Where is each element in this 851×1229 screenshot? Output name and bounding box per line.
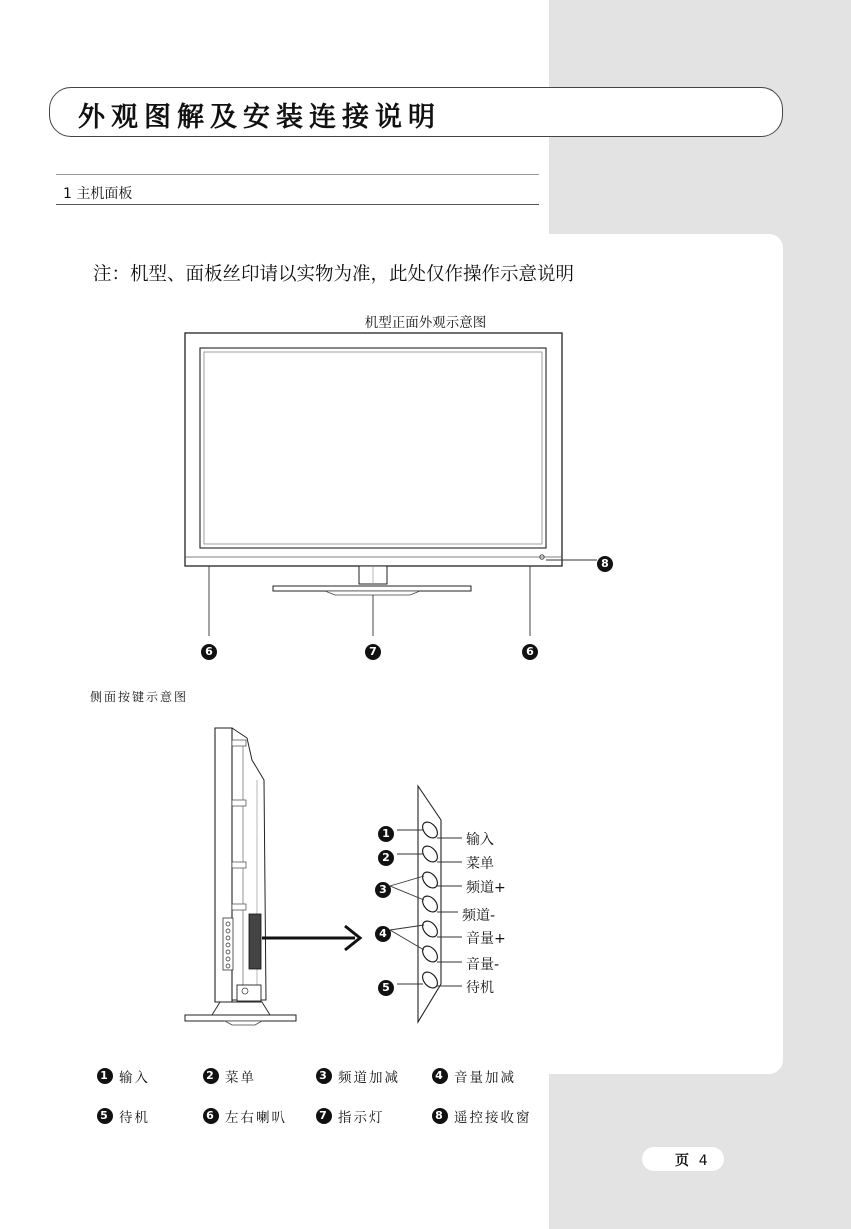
legend-item: 5 待机 xyxy=(97,1106,150,1126)
label-channel-up: 频道+ xyxy=(466,880,506,896)
legend-item: 4 音量加减 xyxy=(432,1066,516,1086)
callout-6-right: 6 xyxy=(522,644,538,660)
label-standby: 待机 xyxy=(466,980,494,996)
model-note: 注：机型、面板丝印请以实物为准，此处仅作操作示意说明 xyxy=(93,264,575,285)
side-view-caption: 侧面按键示意图 xyxy=(90,690,189,704)
legend-item: 6 左右喇叭 xyxy=(203,1106,287,1126)
label-channel-down: 频道- xyxy=(462,908,496,924)
legend-item: 1 输入 xyxy=(97,1066,150,1086)
side-callout-1: 1 xyxy=(378,826,394,842)
label-volume-down: 音量- xyxy=(466,957,500,973)
legend-item: 2 菜单 xyxy=(203,1066,256,1086)
label-menu: 菜单 xyxy=(466,856,494,872)
legend-item: 3 频道加减 xyxy=(316,1066,400,1086)
section-title: 1 主机面板 xyxy=(63,186,133,202)
side-callout-5: 5 xyxy=(378,980,394,996)
callout-6-left: 6 xyxy=(201,644,217,660)
page-title: 外观图解及安装连接说明 xyxy=(78,102,441,133)
side-callout-4: 4 xyxy=(375,926,391,942)
page-number: 页 4 xyxy=(675,1153,708,1169)
front-view-caption: 机型正面外观示意图 xyxy=(364,315,487,331)
label-volume-up: 音量+ xyxy=(466,931,506,947)
callout-7: 7 xyxy=(365,644,381,660)
legend-item: 7 指示灯 xyxy=(316,1106,385,1126)
side-callout-2: 2 xyxy=(378,850,394,866)
callout-8: 8 xyxy=(597,556,613,572)
side-callout-3: 3 xyxy=(375,882,391,898)
legend-item: 8 遥控接收窗 xyxy=(432,1106,532,1126)
label-input: 输入 xyxy=(466,832,494,848)
